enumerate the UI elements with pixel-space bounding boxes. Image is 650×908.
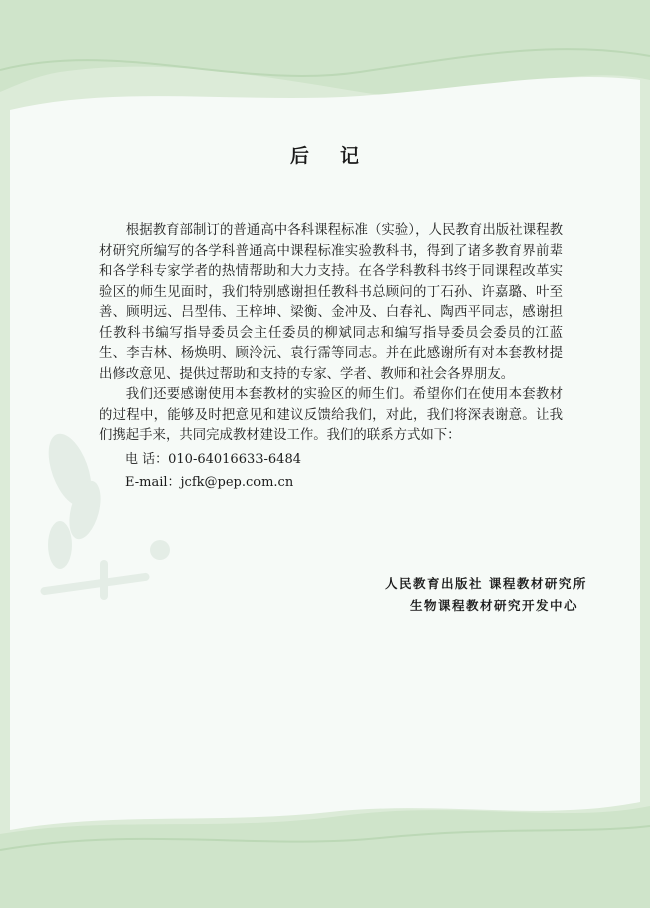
signature-publisher: 人民教育出版社 课程教材研究所	[385, 576, 587, 591]
contact-email: E-mail：jcfk@pep.com.cn	[125, 475, 294, 490]
page-title	[0, 141, 650, 168]
contact-phone: 电 话：010-64016633-6484	[125, 452, 301, 467]
title-char-2: 记	[340, 145, 361, 167]
paragraph-acknowledgement: 根据教育部制订的普通高中各科课程标准（实验），人民教育出版社课程教材研究所编写的各学科普通高中课程标准实验教科书，得到了诸多教育界前辈和各学科专家学者的热情帮助和大力支持。在各学科教科书终于同课程改革实验区的师生见面时，我们特别感谢担任教科书总顾问的丁石孙、许嘉璐、叶至善、顾明远、吕型伟、王梓坤、梁衡、金冲及、白春礼、陶西平同志，感谢担任教科书编写指导委员会主任委员的柳斌同志和编写指导委员会委员的江蓝生、李吉林、杨焕明、顾泠沅、袁行霈等同志。并在此感谢所有对本套教材提出修改意见、提供过帮助和支持的专家、学者、教师和社会各界朋友。	[99, 223, 563, 382]
title-char-1: 后	[289, 145, 310, 167]
paragraph-feedback: 我们还要感谢使用本套教材的实验区的师生们。希望你们在使用本套教材的过程中，能够及时把意见和建议反馈给我们，对此，我们将深表谢意。让我们携起手来，共同完成教材建设工作。我们的联系方式如下：	[99, 387, 563, 443]
signature-center: 生物课程教材研究开发中心	[410, 598, 579, 613]
body-text	[99, 221, 563, 447]
